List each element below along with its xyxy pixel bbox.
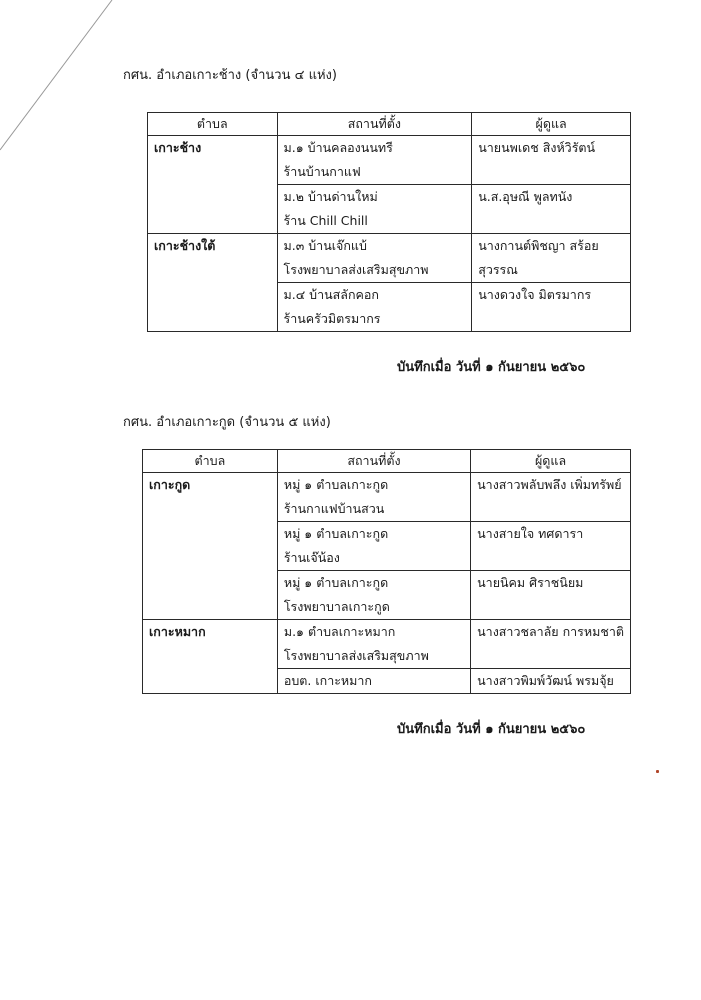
caretaker-cell xyxy=(472,185,631,234)
caretaker-cell xyxy=(471,620,631,669)
record-date-note: บันทึกเมื่อ วันที่ ๑ กันยายน ๒๕๖๐ xyxy=(397,722,586,737)
caretaker-cell xyxy=(472,234,631,283)
header-caretaker: ผู้ดูแล xyxy=(472,113,631,136)
location-line: ม.๔ บ้านสลักคอก xyxy=(283,287,379,302)
location-line: ร้านกาแฟบ้านสวน xyxy=(283,501,385,516)
location-line: โรงพยาบาลเกาะกูด xyxy=(283,599,390,614)
record-date-note: บันทึกเมื่อ วันที่ ๑ กันยายน ๒๕๖๐ xyxy=(397,360,586,375)
table-koh-kood xyxy=(142,449,631,694)
tambon-cell: เกาะหมาก xyxy=(143,620,278,694)
location-line: โรงพยาบาลส่งเสริมสุขภาพ xyxy=(283,262,429,277)
caretaker-line: น.ส.อุษณี พูลทนัง xyxy=(478,189,573,204)
location-line: หมู่ ๑ ตำบลเกาะกูด xyxy=(283,575,389,590)
location-cell xyxy=(277,620,470,669)
location-line: โรงพยาบาลส่งเสริมสุขภาพ xyxy=(283,648,429,663)
table-header-row xyxy=(148,113,631,136)
table-row xyxy=(143,620,631,669)
header-location: สถานที่ตั้ง xyxy=(277,450,470,473)
table-koh-chang xyxy=(147,112,631,332)
location-cell xyxy=(277,234,472,283)
caretaker-line: นางสายใจ ทศดารา xyxy=(477,526,584,541)
caretaker-line: นายนพเดช สิงห์วิรัตน์ xyxy=(478,140,596,155)
location-cell xyxy=(277,185,472,234)
location-cell xyxy=(277,136,472,185)
location-line: ม.๑ ตำบลเกาะหมาก xyxy=(283,624,396,639)
location-line: อบต. เกาะหมาก xyxy=(283,673,372,688)
location-cell xyxy=(277,473,470,522)
table-row xyxy=(148,234,631,283)
location-cell xyxy=(277,283,472,332)
caretaker-cell xyxy=(471,669,631,694)
location-cell xyxy=(277,571,470,620)
tambon-cell: เกาะกูด xyxy=(143,473,278,620)
section-title-koh-chang: กศน. อำเภอเกาะช้าง (จำนวน ๔ แห่ง) xyxy=(123,68,337,83)
location-line: ร้านบ้านกาแฟ xyxy=(283,164,361,179)
caretaker-line: นายนิคม ศิราชนิยม xyxy=(477,575,584,590)
section-title-koh-kood: กศน. อำเภอเกาะกูด (จำนวน ๕ แห่ง) xyxy=(123,415,331,430)
tambon-cell: เกาะช้างใต้ xyxy=(148,234,278,332)
tambon-cell: เกาะช้าง xyxy=(148,136,278,234)
header-caretaker: ผู้ดูแล xyxy=(471,450,631,473)
caretaker-cell xyxy=(472,136,631,185)
location-cell xyxy=(277,522,470,571)
table-row xyxy=(148,136,631,185)
table-row xyxy=(143,473,631,522)
location-line: ร้าน Chill Chill xyxy=(283,213,368,228)
caretaker-cell xyxy=(472,283,631,332)
scan-speck xyxy=(656,770,659,773)
caretaker-line: นางสาวพิมพ์วัฒน์ พรมจุ้ย xyxy=(477,673,614,688)
caretaker-cell xyxy=(471,571,631,620)
location-line: หมู่ ๑ ตำบลเกาะกูด xyxy=(283,526,389,541)
caretaker-line: นางสาวชลาลัย การหมชาติ xyxy=(477,624,624,639)
caretaker-line: นางสาวพลับพลึง เพิ่มทรัพย์ xyxy=(477,477,622,492)
location-line: ม.๑ บ้านคลองนนทรี xyxy=(283,140,393,155)
location-line: หมู่ ๑ ตำบลเกาะกูด xyxy=(283,477,389,492)
header-location: สถานที่ตั้ง xyxy=(277,113,472,136)
caretaker-cell xyxy=(471,522,631,571)
table-header-row xyxy=(143,450,631,473)
header-tambon: ตำบล xyxy=(143,450,278,473)
location-line: ม.๒ บ้านด่านใหม่ xyxy=(283,189,378,204)
location-line: ร้านครัวมิตรมากร xyxy=(283,311,381,326)
caretaker-line: สุวรรณ xyxy=(478,262,518,277)
header-tambon: ตำบล xyxy=(148,113,278,136)
caretaker-line: นางดวงใจ มิตรมากร xyxy=(478,287,592,302)
caretaker-line: นางกานต์พิชญา สร้อย xyxy=(478,238,599,253)
location-line: ร้านเจ๊น้อง xyxy=(283,550,340,565)
location-cell xyxy=(277,669,470,694)
caretaker-cell xyxy=(471,473,631,522)
location-line: ม.๓ บ้านเจ๊กแบ้ xyxy=(283,238,367,253)
